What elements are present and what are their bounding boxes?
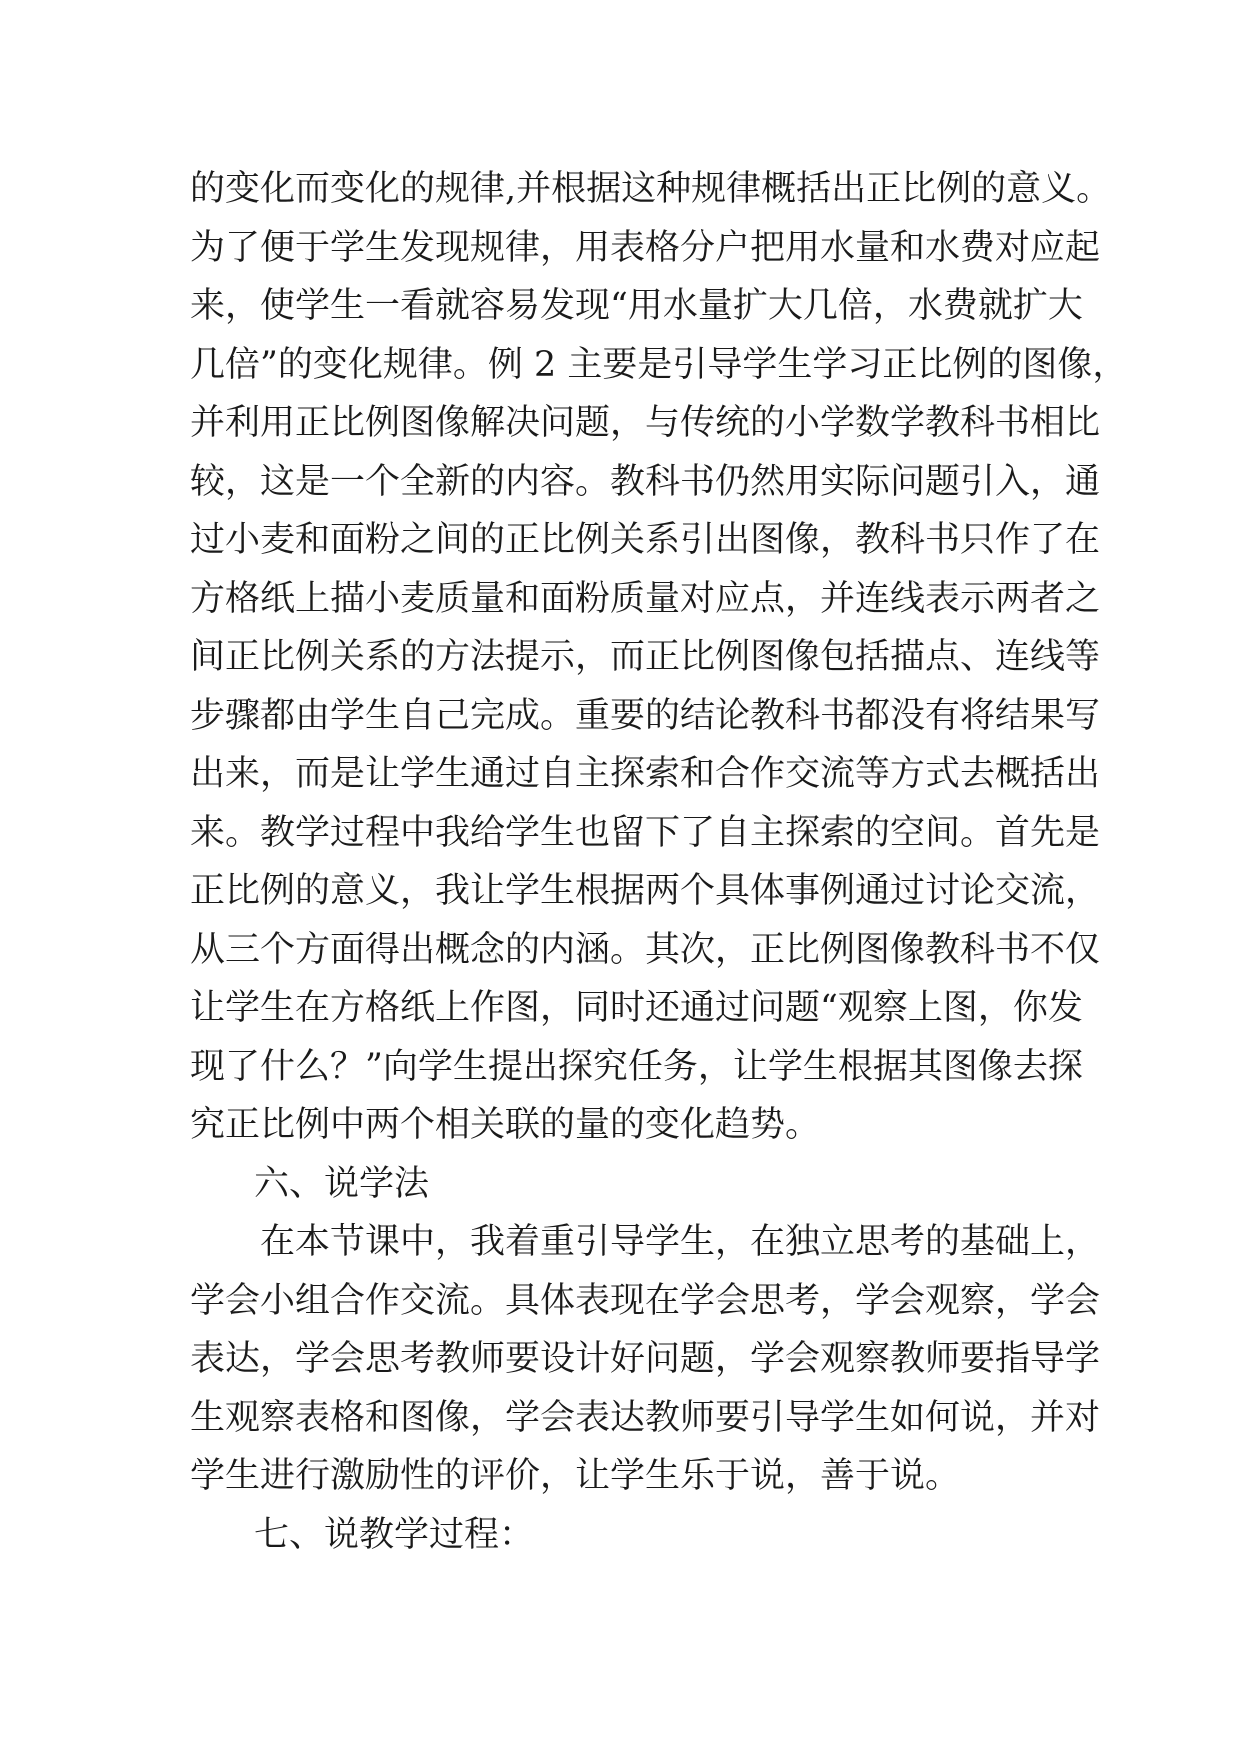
text-line: 让学生在方格纸上作图，同时还通过问题“观察上图，你发 [190, 988, 1083, 1028]
text-line: 究正比例中两个相关联的量的变化趋势。 [190, 1105, 821, 1145]
section-heading-study-methods: 六、说学法 [254, 1163, 430, 1204]
text-line: 过小麦和面粉之间的正比例关系引出图像，教科书只作了在 [190, 520, 1101, 560]
text-line: 出来，而是让学生通过自主探索和合作交流等方式去概括出 [190, 754, 1101, 794]
text-line: 学生进行激励性的评价，让学生乐于说，善于说。 [190, 1456, 961, 1496]
text-line: 现了什么？”向学生提出探究任务，让学生根据其图像去探 [190, 1046, 1083, 1087]
text-line: 来，使学生一看就容易发现“用水量扩大几倍，水费就扩大 [190, 286, 1083, 326]
text-line: 学会小组合作交流。具体表现在学会思考，学会观察，学会 [190, 1280, 1101, 1321]
text-line: 的变化而变化的规律,并根据这种规律概括出正比例的意义。 [190, 169, 1112, 209]
text-line: 表达，学会思考教师要设计好问题，学会观察教师要指导学 [190, 1339, 1101, 1379]
text-line: 较，这是一个全新的内容。教科书仍然用实际问题引入，通 [190, 461, 1101, 502]
text-line: 来。教学过程中我给学生也留下了自主探索的空间。首先是 [190, 812, 1101, 853]
text-line: 并利用正比例图像解决问题，与传统的小学数学教科书相比 [190, 403, 1101, 443]
document-body [190, 160, 1128, 1564]
text-line: 为了便于学生发现规律，用表格分户把用水量和水费对应起 [190, 227, 1101, 268]
section-heading-teaching-process: 七、说教学过程： [254, 1514, 535, 1555]
text-line: 方格纸上描小麦质量和面粉质量对应点，并连线表示两者之 [190, 578, 1101, 619]
paragraph-first-line: 在本节课中，我着重引导学生，在独立思考的基础上， [260, 1222, 1101, 1262]
text-line: 间正比例关系的方法提示，而正比例图像包括描点、连线等 [190, 637, 1101, 677]
text-line: 几倍”的变化规律。例 2 主要是引导学生学习正比例的图像， [190, 344, 1128, 385]
text-line: 步骤都由学生自己完成。重要的结论教科书都没有将结果写 [190, 695, 1101, 736]
text-line: 生观察表格和图像，学会表达教师要引导学生如何说，并对 [190, 1397, 1101, 1438]
text-line: 从三个方面得出概念的内涵。其次，正比例图像教科书不仅 [190, 929, 1101, 970]
text-line: 正比例的意义，我让学生根据两个具体事例通过讨论交流， [190, 871, 1101, 911]
